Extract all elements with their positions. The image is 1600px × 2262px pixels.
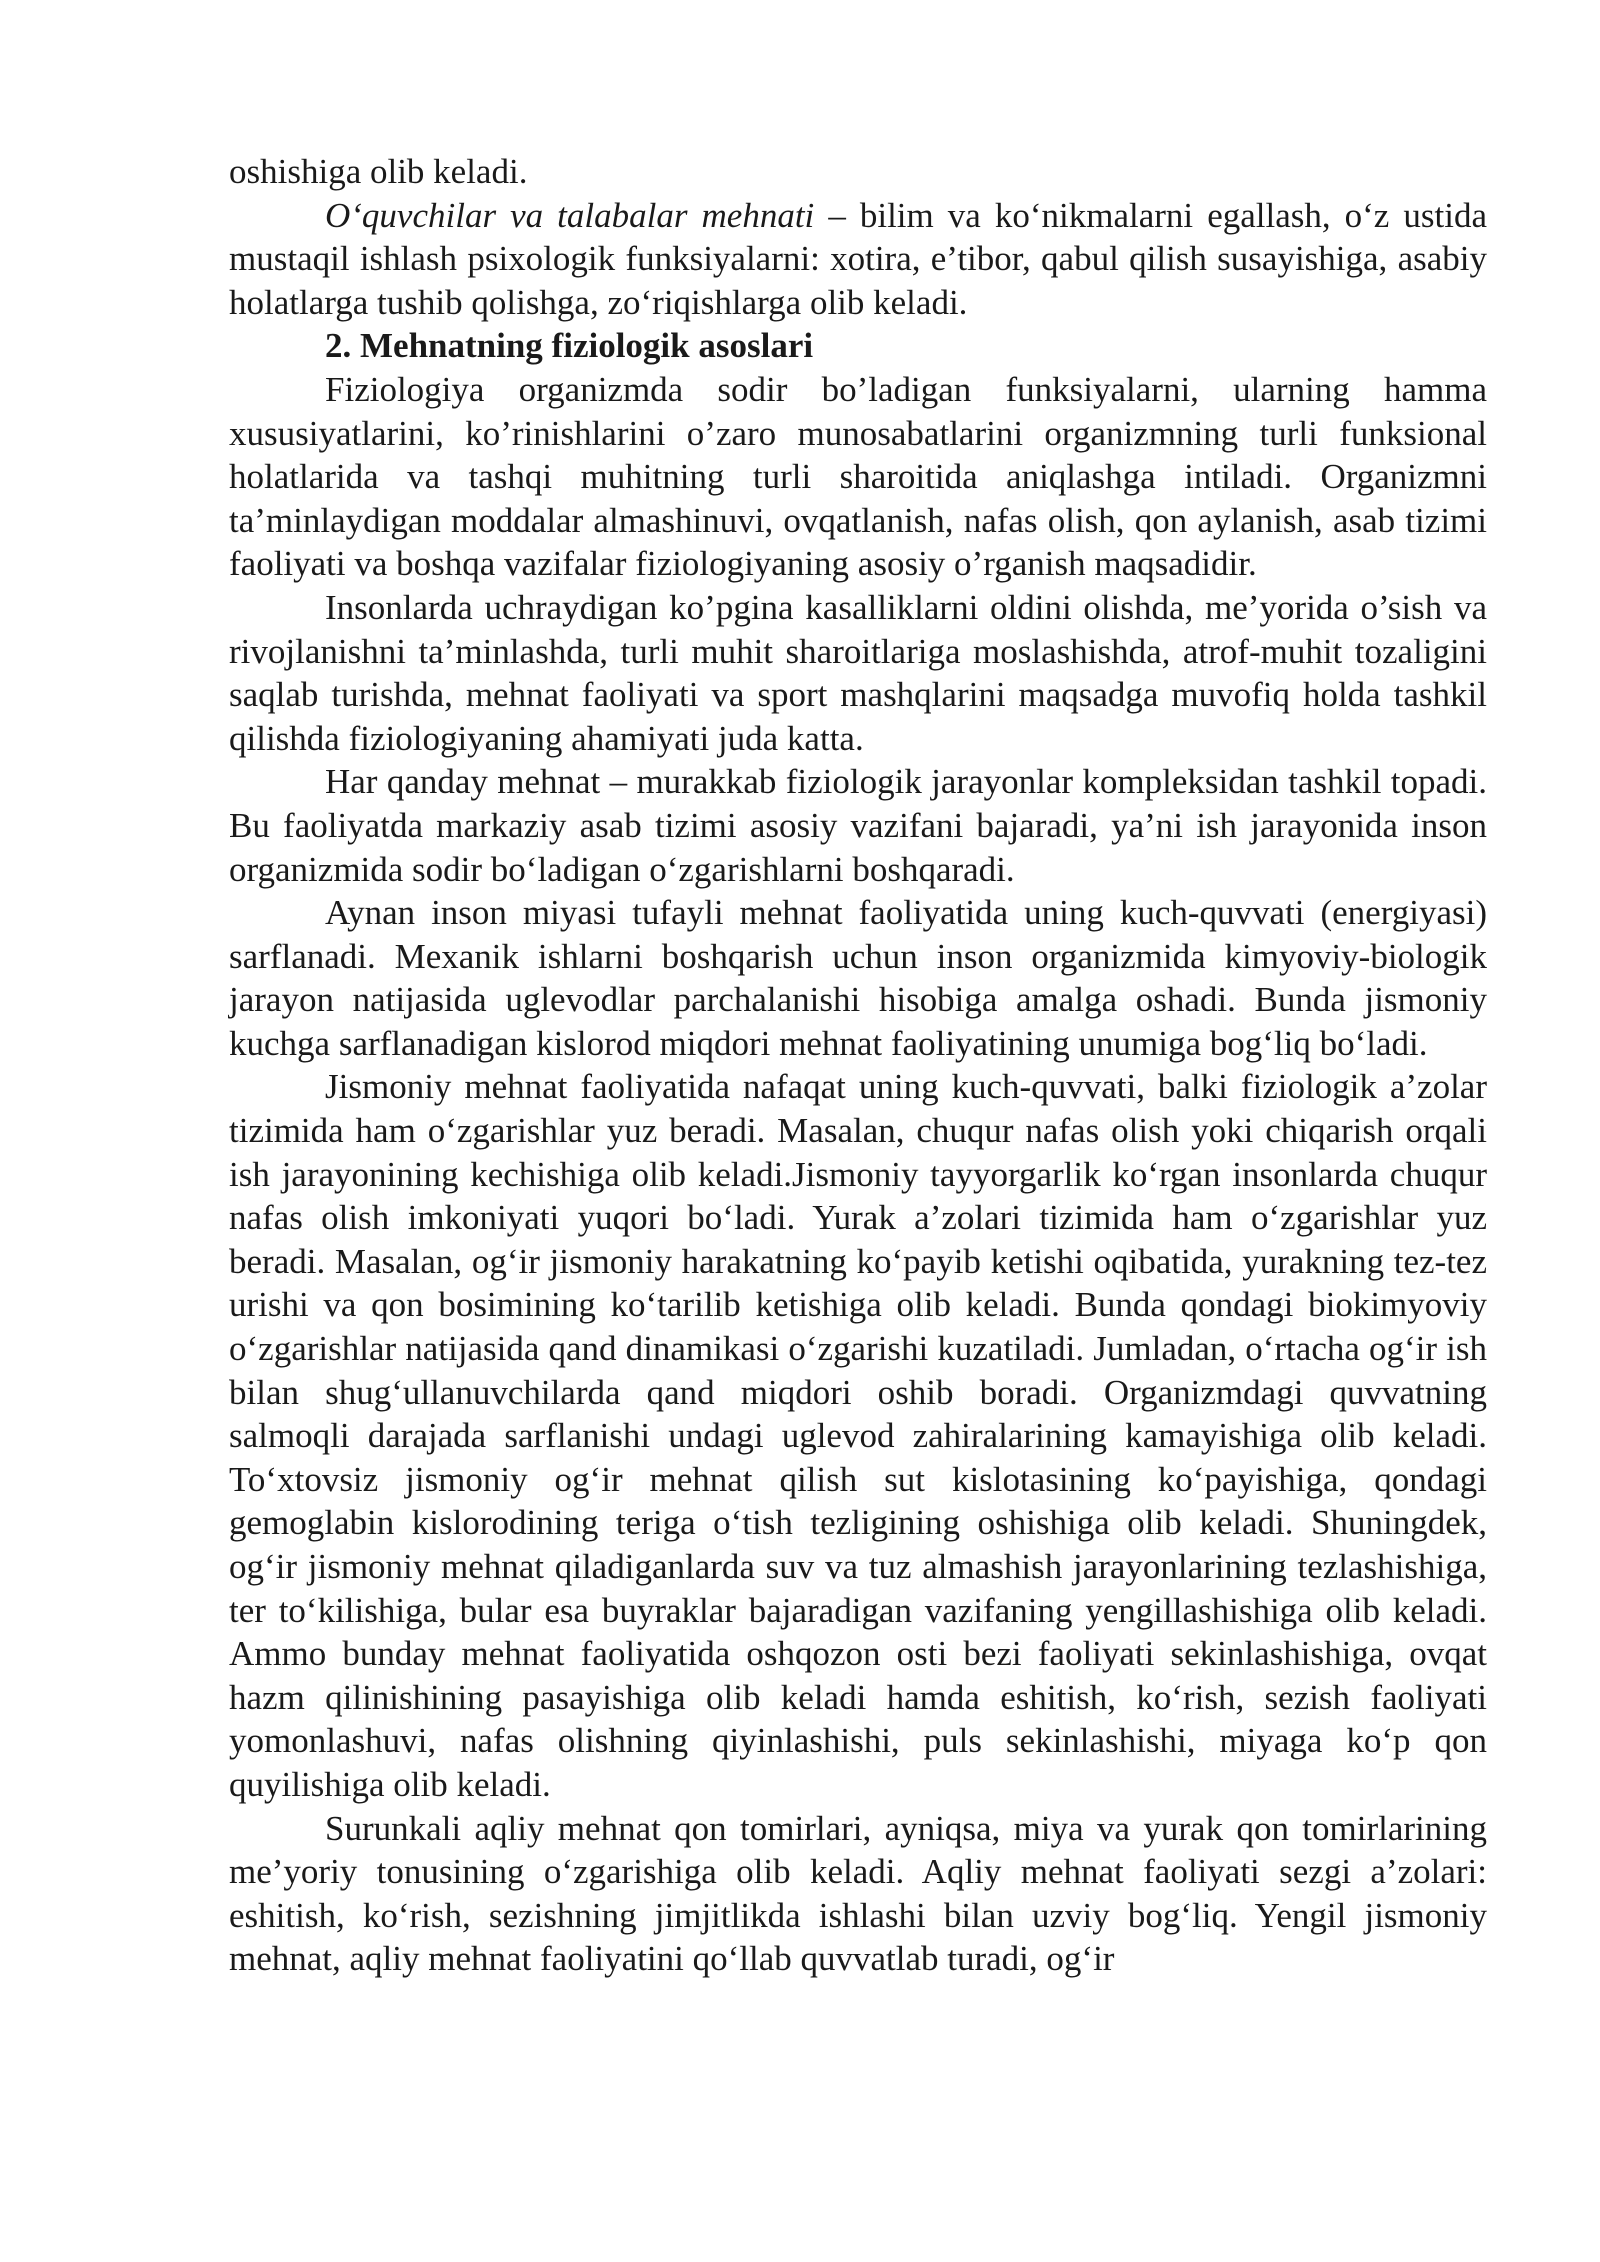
section-heading: 2. Mehnatning fiziologik asoslari xyxy=(325,326,814,366)
continued-paragraph: oshishiga olib keladi. xyxy=(229,152,528,191)
paragraph-mental-labor: Surunkali aqliy mehnat qon tomirlari, ayniqsa, miya va yurak qon tomirlarining me’yoriy tonusining o‘zgarishiga olib keladi. Aqliy mehnat faoliyati sezgi a’zolari: eshitish, ko‘rish, sezishning jimjitlikda ishlashi bilan uzviy bog‘liq. Yengil jismoniy mehnat, aqliy mehnat faoliyatini qo‘llab quvvatlab turadi, og‘ir xyxy=(229,1808,1487,1979)
document-page xyxy=(229,150,1487,1981)
paragraph-students-work xyxy=(229,194,1487,325)
paragraph-physical-labor: Jismoniy mehnat faoliyatida nafaqat uning kuch-quvvati, balki fiziologik a’zolar tizimida ham o‘zgarishlar yuz beradi. Masalan, chuqur nafas olish yoki chiqarish orqali ish jarayonining kechishiga olib keladi.Jismoniy tayyorgarlik ko‘rgan insonlarda chuqur nafas olish imkoniyati yuqori bo‘ladi. Yurak a’zolari tizimida ham o‘zgarishlar yuz beradi. Masalan, og‘ir jismoniy harakatning ko‘payib ketishi oqibatida, yurakning tez-tez urishi va qon bosimining ko‘tarilib ketishiga olib keladi. Bunda qondagi biokimyoviy o‘zgarishlar natijasida qand dinamikasi o‘zgarishi kuzatiladi. Jumladan, o‘rtacha og‘ir ish bilan shug‘ullanuvchilarda qand miqdori oshib boradi. Organizmdagi quvvatning salmoqli darajada sarflanishi undagi uglevod zahiralarining kamayishiga olib keladi. To‘xtovsiz jismoniy og‘ir mehnat qilish sut kislotasining ko‘payishiga, qondagi gemoglabin kislorodining teriga o‘tish tezligining oshishiga olib keladi. Shuningdek, og‘ir jismoniy mehnat qiladiganlarda suv va tuz almashish jarayonlarining tezlashishiga, ter to‘kilishiga, bular esa buyraklar bajaradigan vazifaning yengillashishiga olib keladi. Ammo bunday mehnat faoliyatida oshqozon osti bezi faoliyati sekinlashishiga, ovqat hazm qilinishining pasayishiga olib keladi hamda eshitish, ko‘rish, sezish faoliyati yomonlashuvi, nafas olishning qiyinlashishi, puls sekinlashishi, miyaga ko‘p qon quyilishiga olib keladi. xyxy=(229,1067,1487,1804)
paragraph-text: – bilim va ko‘nikmalarni egallash, o‘z ustida mustaqil ishlash psixologik funksiyalarni: xotira, e’tibor, qabul qilish susayishiga, asabiy holatlarga tushib qolishga, zo‘riqishlarga olib keladi. xyxy=(229,195,1487,322)
paragraph-physiology-importance: Insonlarda uchraydigan ko’pgina kasalliklarni oldini olishda, me’yorida o’sish va rivojlanishni ta’minlashda, turli muhit sharoitlariga moslashishda, atrof-muhit tozaligini saqlab turishda, mehnat faoliyati va sport mashqlarini maqsadga muvofiq holda tashkil qilishda fiziologiyaning ahamiyati juda katta. xyxy=(229,587,1487,758)
italic-term: O‘quvchilar va talabalar mehnati xyxy=(325,195,815,235)
paragraph-physiology-definition: Fiziologiya organizmda sodir bo’ladigan funksiyalarni, ularning hamma xususiyatlarini, ko’rinishlarini o’zaro munosabatlarini organizmning turli funksional holatlarida va tashqi muhitning turli sharoitida aniqlashga intiladi. Organizmni ta’minlaydigan moddalar almashinuvi, ovqatlanish, nafas olish, qon aylanish, asab tizimi faoliyati va boshqa vazifalar fiziologiyaning asosiy o’rganish maqsadidir. xyxy=(229,369,1487,584)
paragraph-labor-processes: Har qanday mehnat – murakkab fiziologik jarayonlar kompleksidan tashkil topadi. Bu faoliyatda markaziy asab tizimi asosiy vazifani bajaradi, ya’ni ish jarayonida inson organizmida sodir bo‘ladigan o‘zgarishlarni boshqaradi. xyxy=(229,762,1487,889)
paragraph-brain-energy: Aynan inson miyasi tufayli mehnat faoliyatida uning kuch-quvvati (energiyasi) sarflanadi. Mexanik ishlarni boshqarish uchun inson organizmida kimyoviy-biologik jarayon natijasida uglevodlar parchalanishi hisobiga amalga oshadi. Bunda jismoniy kuchga sarflanadigan kislorod miqdori mehnat faoliyatining unumiga bog‘liq bo‘ladi. xyxy=(229,893,1487,1063)
